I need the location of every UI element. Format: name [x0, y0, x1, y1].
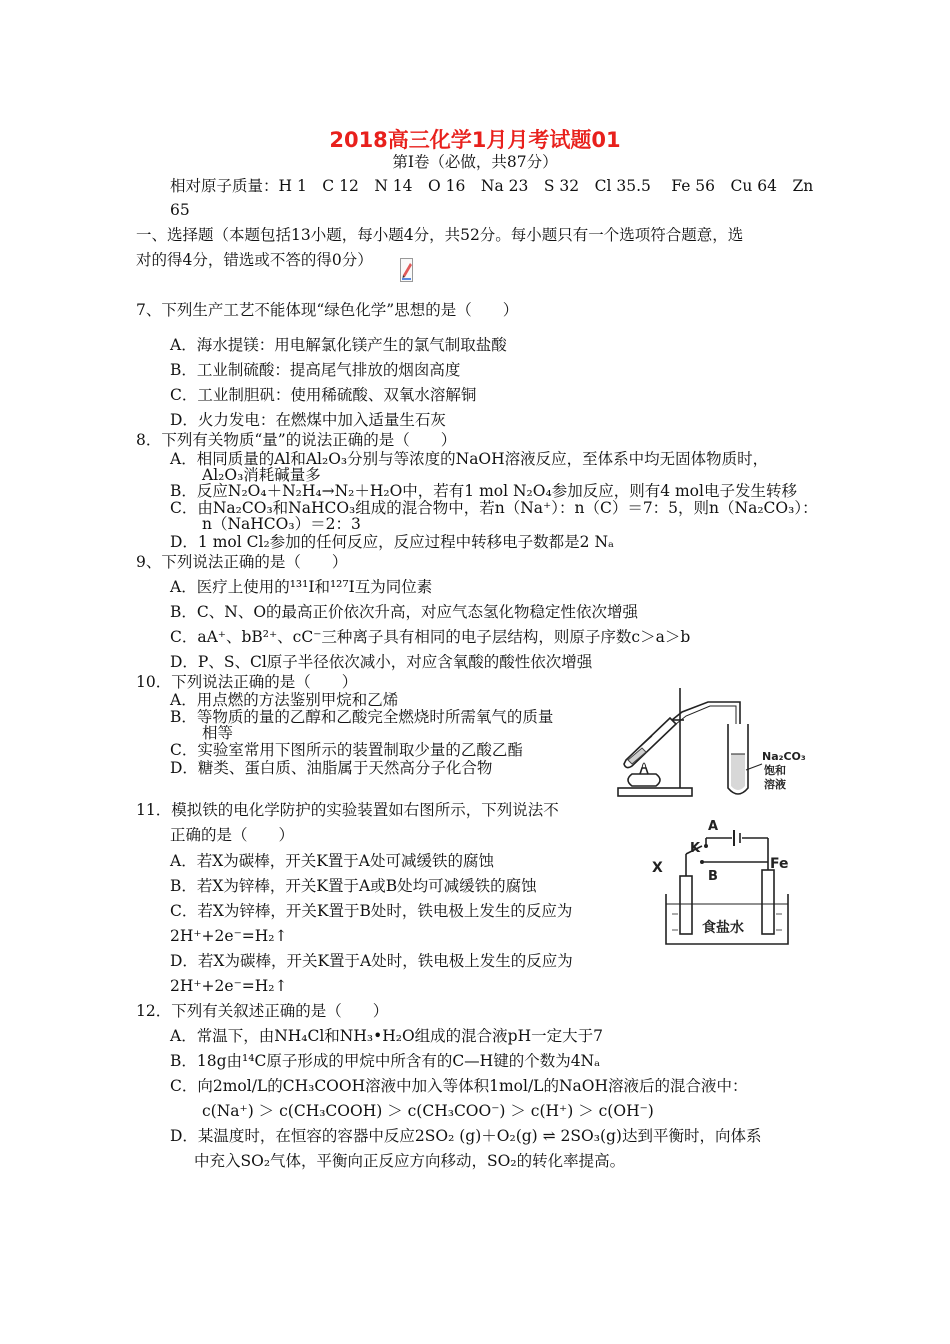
q8-option-c-line-1: C．由Na₂CO₃和NaHCO₃组成的混合物中，若n（Na⁺）：n（C）＝7：5，则n（Na₂CO₃）：: [170, 499, 818, 517]
electrochemical-cell-figure: [646, 814, 806, 954]
q7-option-b: B．工业制硫酸：提高尾气排放的烟囱高度: [170, 361, 461, 379]
q10-stem: 10．下列说法正确的是（ ）: [136, 673, 358, 691]
q9-option-a: A．医疗上使用的¹³¹I和¹²⁷I互为同位素: [170, 578, 433, 596]
q8-option-b: B．反应N₂O₄＋N₂H₄→N₂＋H₂O中，若有1 mol N₂O₄参加反应，则有4 mol电子发生转移: [170, 482, 797, 500]
fig-label-fe: Fe: [770, 856, 789, 872]
q10-option-c: C．实验室常用下图所示的装置制取少量的乙酸乙酯: [170, 741, 523, 759]
q10-option-d: D．糖类、蛋白质、油脂属于天然高分子化合物: [170, 759, 493, 777]
q9-stem: 9、下列说法正确的是（ ）: [136, 553, 348, 571]
q12-option-d-line-2: 中充入SO₂气体，平衡向正反应方向移动，SO₂的转化率提高。: [194, 1152, 626, 1170]
edit-pencil-icon: [400, 258, 413, 282]
q12-option-b: B．18g由¹⁴C原子形成的甲烷中所含有的C—H键的个数为4Nₐ: [170, 1052, 601, 1070]
q7-option-a: A．海水提镁：用电解氯化镁产生的氯气制取盐酸: [170, 336, 507, 354]
q12-option-c-line-2: c(Na⁺) ＞ c(CH₃COOH) ＞ c(CH₃COO⁻) ＞ c(H⁺) ＞ c(OH⁻): [202, 1102, 654, 1120]
fig-label-saturated: 饱和: [764, 764, 786, 777]
q10-option-b-line-1: B．等物质的量的乙醇和乙酸完全燃烧时所需氧气的质量: [170, 708, 554, 726]
q9-option-d: D．P、S、Cl原子半径依次减小，对应含氧酸的酸性依次增强: [170, 653, 593, 671]
q11-option-b: B．若X为锌棒，开关K置于A或B处均可减缓铁的腐蚀: [170, 877, 537, 895]
q8-option-a-line-2: Al₂O₃消耗碱量多: [202, 466, 321, 484]
q11-option-c-line-2: 2H⁺+2e⁻=H₂↑: [170, 927, 288, 945]
q11-option-d-line-2: 2H⁺+2e⁻=H₂↑: [170, 977, 288, 995]
q12-option-c-line-1: C．向2mol/L的CH₃COOH溶液中加入等体积1mol/L的NaOH溶液后的混合液中：: [170, 1077, 748, 1095]
q8-option-a-line-1: A．相同质量的Al和Al₂O₃分别与等浓度的NaOH溶液反应，至体系中均无固体物质时，: [170, 450, 769, 468]
fig-label-saltwater: 食盐水: [702, 920, 744, 936]
q12-stem: 12．下列有关叙述正确的是（ ）: [136, 1002, 389, 1020]
fig-label-b: B: [708, 869, 718, 884]
section-heading-line-2: 对的得4分，错选或不答的得0分）: [136, 251, 373, 269]
atomic-mass-line-1: 相对原子质量：H 1 C 12 N 14 O 16 Na 23 S 32 Cl 35.5 Fe 56 Cu 64 Zn: [170, 177, 814, 195]
q12-option-d-line-1: D．某温度时，在恒容的容器中反应2SO₂ (g)＋O₂(g) ⇌ 2SO₃(g)达到平衡时，向体系: [170, 1127, 762, 1145]
q11-option-c-line-1: C．若X为锌棒，开关K置于B处时，铁电极上发生的反应为: [170, 902, 573, 920]
fig-label-na2co3: Na₂CO₃: [762, 750, 806, 763]
q8-option-d: D．1 mol Cl₂参加的任何反应，反应过程中转移电子数都是2 Nₐ: [170, 533, 614, 551]
fig-label-solution: 溶液: [764, 778, 786, 791]
q7-option-d: D．火力发电：在燃煤中加入适量生石灰: [170, 411, 446, 429]
q10-option-b-line-2: 相等: [202, 724, 234, 742]
atomic-mass-line-2: 65: [170, 201, 190, 219]
q10-option-a: A．用点燃的方法鉴别甲烷和乙烯: [170, 691, 399, 709]
q12-option-a: A．常温下，由NH₄Cl和NH₃•H₂O组成的混合液pH一定大于7: [170, 1027, 603, 1045]
q9-option-b: B．C、N、O的最高正价依次升高，对应气态氢化物稳定性依次增强: [170, 603, 639, 621]
section-heading-line-1: 一、选择题（本题包括13小题，每小题4分，共52分。每小题只有一个选项符合题意，选: [136, 226, 744, 244]
fig-label-x: X: [652, 860, 663, 876]
page-title: 2018高三化学1月月考试题01: [329, 128, 621, 152]
q9-option-c: C．aA⁺、bB²⁺、cC⁻三种离子具有相同的电子层结构，则原子序数c＞a＞b: [170, 628, 691, 646]
fig-label-a: A: [708, 819, 719, 834]
page-subtitle: 第Ⅰ卷（必做，共87分）: [392, 153, 558, 171]
q8-option-c-line-2: n（NaHCO₃）＝2：3: [202, 515, 361, 533]
q7-stem: 7、下列生产工艺不能体现“绿色化学”思想的是（ ）: [136, 301, 519, 319]
q11-option-a: A．若X为碳棒，开关K置于A处可减缓铁的腐蚀: [170, 852, 495, 870]
q8-stem: 8．下列有关物质“量”的说法正确的是（ ）: [136, 431, 457, 449]
esterification-apparatus-figure: [612, 684, 850, 802]
fig-label-k: K: [690, 841, 701, 856]
q11-stem-line-1: 11．模拟铁的电化学防护的实验装置如右图所示，下列说法不: [136, 801, 559, 819]
q7-option-c: C．工业制胆矾：使用稀硫酸、双氧水溶解铜: [170, 386, 477, 404]
q11-stem-line-2: 正确的是（ ）: [170, 826, 295, 844]
q11-option-d-line-1: D．若X为碳棒，开关K置于A处时，铁电极上发生的反应为: [170, 952, 573, 970]
